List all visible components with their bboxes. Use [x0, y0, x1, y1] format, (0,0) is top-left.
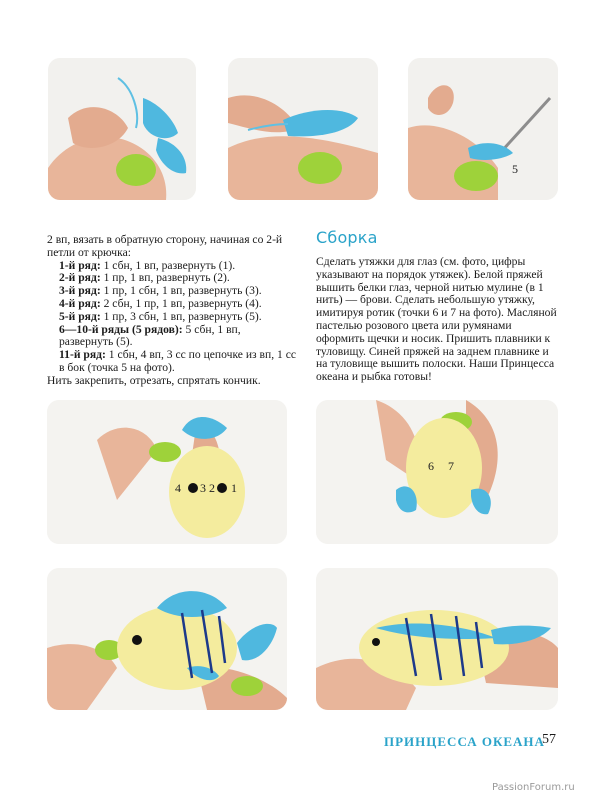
point-5-label: 5: [512, 162, 518, 176]
finished-fish-side-image: [47, 568, 287, 710]
finished-fish-top-image: [316, 568, 558, 710]
step-photo-1: [48, 58, 196, 200]
point-4-label: 4: [175, 481, 181, 495]
step-photo-2-image: [228, 58, 378, 200]
row-3: 3-й ряд: 1 пр, 1 сбн, 1 вп, развернуть (3).: [59, 284, 262, 298]
page-number: 57: [542, 732, 556, 747]
row-6-10: 6—10-й ряды (5 рядов): 5 сбн, 1 вп, развернуть (5).: [59, 322, 241, 349]
assembly-photo-back-image: [316, 400, 558, 544]
point-1-label: 1: [231, 481, 237, 495]
point-3-label: 3: [200, 481, 206, 495]
row-11: 11-й ряд: 1 сбн, 4 вп, 3 сс по цепочке из вп, 1 сс в бок (точка 5 на фото).: [59, 348, 296, 374]
finished-fish-top: [316, 568, 558, 710]
intro-text: 2 вп, вязать в обратную сторону, начиная со 2-й петли от крючка:: [47, 233, 283, 259]
finished-fish-side: [47, 568, 287, 710]
point-6-label: 6: [428, 459, 434, 473]
step-photo-1-image: [48, 58, 196, 200]
row-1: 1-й ряд: 1 сбн, 1 вп, развернуть (1).: [59, 258, 236, 272]
assembly-photo-face: [47, 400, 287, 544]
running-title: ПРИНЦЕССА ОКЕАНА: [384, 734, 545, 749]
assembly-photo-face-image: [47, 400, 287, 544]
step-photo-3: [408, 58, 558, 200]
step-photo-3-image: [408, 58, 558, 200]
outro-text: Нить закрепить, отрезать, спрятать кончик.: [47, 373, 261, 387]
assembly-column: [316, 256, 560, 384]
assembly-heading: Сборка: [316, 228, 378, 247]
watermark: PassionForum.ru: [492, 782, 575, 793]
assembly-photo-back: [316, 400, 558, 544]
assembly-body: Сделать утяжки для глаз (см. фото, цифры указывают на порядок утяжек). Белой пряжей вышить белки глаз, черной нитью мулине (в 1 нить) — брови. Сделать небольшую утяжку, имитируя ротик (точки 6 и 7 на фото). Масляной пастелью розового цвета или румянами оформить щечки и носик. Пришить плавники к туловищу. Синей пряжей на заднем плавнике и на туловище вышить полоски. Наши Принцесса океана и рыбка готовы!: [316, 255, 557, 384]
point-7-label: 7: [448, 459, 454, 473]
instructions-column: [47, 234, 297, 388]
row-5: 5-й ряд: 1 пр, 3 сбн, 1 вп, развернуть (5).: [59, 309, 262, 323]
row-4: 4-й ряд: 2 сбн, 1 пр, 1 вп, развернуть (4).: [59, 296, 262, 310]
point-2-label: 2: [209, 481, 215, 495]
row-2: 2-й ряд: 1 пр, 1 вп, развернуть (2).: [59, 271, 230, 285]
step-photo-2: [228, 58, 378, 200]
